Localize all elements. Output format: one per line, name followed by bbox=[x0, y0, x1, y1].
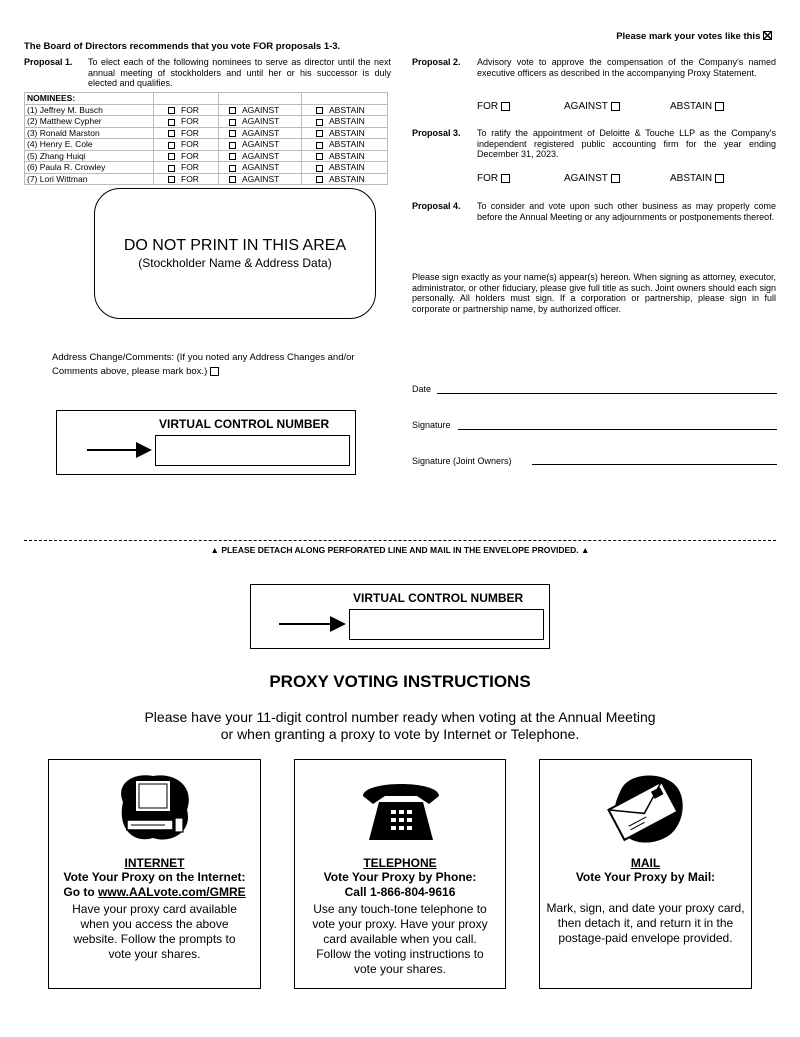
nominee-name: (7) Lori Wittman bbox=[27, 173, 88, 184]
internet-url-line: Go to www.AALvote.com/GMRE bbox=[63, 885, 246, 899]
arrow-icon bbox=[279, 623, 333, 625]
proposal-2-against: AGAINST bbox=[564, 101, 620, 113]
nominee-row bbox=[25, 162, 388, 174]
mail-body: Mark, sign, and date your proxy card, then detach it, and return it in the postage-paid envelope provided. bbox=[546, 901, 745, 945]
detach-instructions: ▲ PLEASE DETACH ALONG PERFORATED LINE AND MAIL IN THE ENVELOPE PROVIDED. ▲ bbox=[210, 545, 590, 555]
nominee-for-checkbox[interactable] bbox=[168, 119, 175, 126]
nominee-for-checkbox[interactable] bbox=[168, 153, 175, 160]
proposal-4-label: Proposal 4. bbox=[412, 201, 461, 211]
telephone-title: TELEPHONE bbox=[363, 856, 437, 870]
virtual-control-number-box bbox=[56, 410, 356, 475]
against-label: AGAINST bbox=[242, 150, 280, 161]
signature-label: Signature bbox=[412, 420, 451, 430]
abstain-label: ABSTAIN bbox=[329, 150, 365, 161]
nominees-header: NOMINEES: bbox=[25, 93, 154, 105]
nominee-against-checkbox[interactable] bbox=[229, 176, 236, 183]
date-line[interactable] bbox=[437, 393, 777, 394]
instructions-line-1: Please have your 11-digit control number ready when voting at the Annual Meeting bbox=[144, 709, 656, 725]
for-label: FOR bbox=[181, 162, 199, 173]
nominee-row bbox=[25, 173, 388, 185]
signature-joint-line[interactable] bbox=[532, 464, 777, 465]
nominee-name: (5) Zhang Huiqi bbox=[27, 150, 86, 161]
vcn-label: VIRTUAL CONTROL NUMBER bbox=[159, 417, 330, 431]
nominee-row bbox=[25, 116, 388, 128]
checkbox-marked-icon bbox=[763, 31, 772, 40]
mark-votes-note: Please mark your votes like this bbox=[616, 31, 772, 43]
method-internet-box bbox=[48, 759, 261, 989]
print-area-box bbox=[94, 188, 376, 319]
for-label: FOR bbox=[181, 104, 199, 115]
telephone-body: Use any touch-tone telephone to vote your proxy. Have your proxy card available when you call. Follow the voting instructions to vote your shares. bbox=[312, 902, 488, 976]
nominee-abstain-checkbox[interactable] bbox=[316, 130, 323, 137]
envelope-icon bbox=[606, 772, 686, 846]
mail-sub: Vote Your Proxy by Mail: bbox=[575, 870, 716, 884]
arrow-head-icon bbox=[330, 616, 346, 632]
nominee-for-checkbox[interactable] bbox=[168, 176, 175, 183]
nominee-name: (2) Matthew Cypher bbox=[27, 116, 102, 127]
nominee-for-checkbox[interactable] bbox=[168, 165, 175, 172]
vcn-input-2[interactable] bbox=[349, 609, 544, 640]
print-area-sub: (Stockholder Name & Address Data) bbox=[138, 256, 332, 270]
print-area-title: DO NOT PRINT IN THIS AREA bbox=[123, 237, 347, 254]
abstain-label: ABSTAIN bbox=[329, 127, 365, 138]
nominee-name: (6) Paula R. Crowley bbox=[27, 162, 106, 173]
nominee-row bbox=[25, 150, 388, 162]
vcn-label-2: VIRTUAL CONTROL NUMBER bbox=[353, 591, 524, 605]
proposal-3-for: FOR bbox=[477, 173, 510, 185]
nominee-against-checkbox[interactable] bbox=[229, 130, 236, 137]
abstain-label: ABSTAIN bbox=[329, 173, 365, 184]
nominee-abstain-checkbox[interactable] bbox=[316, 165, 323, 172]
nominee-row bbox=[25, 139, 388, 151]
address-change-note: Address Change/Comments: (If you noted any Address Changes and/or Comments above, please mark box.) bbox=[52, 352, 355, 377]
proposal-2-abstain: ABSTAIN bbox=[670, 101, 724, 113]
proposal-3-against-checkbox[interactable] bbox=[611, 174, 620, 183]
abstain-label: ABSTAIN bbox=[329, 116, 365, 127]
perforation-line bbox=[24, 540, 776, 541]
against-label: AGAINST bbox=[242, 139, 280, 150]
date-label: Date bbox=[412, 384, 432, 394]
for-label: FOR bbox=[181, 150, 199, 161]
abstain-label: ABSTAIN bbox=[329, 139, 365, 150]
virtual-control-number-box-2 bbox=[250, 584, 550, 649]
telephone-icon bbox=[359, 774, 443, 844]
nominee-abstain-checkbox[interactable] bbox=[316, 142, 323, 149]
proposal-1-text: To elect each of the following nominees to serve as director until the next annual meeting of stockholders and until her or his successor is duly elected and qualifies. bbox=[88, 57, 391, 88]
signature-joint-label: Signature (Joint Owners) bbox=[412, 456, 512, 466]
nominee-for-checkbox[interactable] bbox=[168, 142, 175, 149]
internet-body: Have your proxy card available when you access the above website. Follow the prompts to vote your shares. bbox=[72, 902, 237, 961]
nominee-against-checkbox[interactable] bbox=[229, 165, 236, 172]
instructions-text bbox=[0, 709, 800, 743]
nominee-row bbox=[25, 104, 388, 116]
proposal-3-text: To ratify the appointment of Deloitte & Touche LLP as the Company's independent registered public accounting firm for the year ending December 31, 2023. bbox=[477, 128, 776, 159]
proposal-2-text: Advisory vote to approve the compensation of the Company's named executive officers as described in the accompanying Proxy Statement. bbox=[477, 57, 776, 78]
nominee-against-checkbox[interactable] bbox=[229, 107, 236, 114]
nominee-name: (4) Henry E. Cole bbox=[27, 139, 93, 150]
internet-url-link[interactable]: www.AALvote.com/GMRE bbox=[98, 885, 246, 899]
proposal-2-against-checkbox[interactable] bbox=[611, 102, 620, 111]
method-mail-box bbox=[539, 759, 752, 989]
telephone-sub: Vote Your Proxy by Phone: bbox=[323, 870, 477, 884]
internet-title: INTERNET bbox=[124, 856, 185, 870]
proposal-2-label: Proposal 2. bbox=[412, 57, 461, 67]
proposal-4-text: To consider and vote upon such other business as may properly come before the Annual Meeting or any adjournments or postponements thereof. bbox=[477, 201, 776, 222]
proposal-3-against: AGAINST bbox=[564, 173, 620, 185]
method-telephone-box bbox=[294, 759, 506, 989]
mail-title: MAIL bbox=[630, 856, 661, 870]
nominee-abstain-checkbox[interactable] bbox=[316, 176, 323, 183]
instructions-line-2: or when granting a proxy to vote by Internet or Telephone. bbox=[220, 726, 580, 742]
nominee-name: (3) Ronald Marston bbox=[27, 127, 100, 138]
nominee-for-checkbox[interactable] bbox=[168, 107, 175, 114]
vcn-input[interactable] bbox=[155, 435, 350, 466]
for-label: FOR bbox=[181, 139, 199, 150]
address-change-checkbox[interactable] bbox=[210, 367, 219, 376]
nominee-name: (1) Jeffrey M. Busch bbox=[27, 104, 103, 115]
internet-sub: Vote Your Proxy on the Internet: bbox=[63, 870, 246, 884]
nominee-abstain-checkbox[interactable] bbox=[316, 119, 323, 126]
nominee-against-checkbox[interactable] bbox=[229, 153, 236, 160]
proposal-3-label: Proposal 3. bbox=[412, 128, 461, 138]
instructions-title: PROXY VOTING INSTRUCTIONS bbox=[269, 672, 531, 691]
proposal-1-label: Proposal 1. bbox=[24, 57, 73, 67]
nominee-abstain-checkbox[interactable] bbox=[316, 107, 323, 114]
for-label: FOR bbox=[181, 127, 199, 138]
for-label: FOR bbox=[181, 173, 199, 184]
nominee-abstain-checkbox[interactable] bbox=[316, 153, 323, 160]
proposal-2-for-checkbox[interactable] bbox=[501, 102, 510, 111]
proposal-3-abstain-checkbox[interactable] bbox=[715, 174, 724, 183]
nominee-for-checkbox[interactable] bbox=[168, 130, 175, 137]
arrow-icon bbox=[87, 449, 139, 451]
against-label: AGAINST bbox=[242, 162, 280, 173]
proposal-2-for: FOR bbox=[477, 101, 510, 113]
proposal-2-abstain-checkbox[interactable] bbox=[715, 102, 724, 111]
against-label: AGAINST bbox=[242, 127, 280, 138]
abstain-label: ABSTAIN bbox=[329, 162, 365, 173]
computer-icon bbox=[115, 772, 195, 844]
signature-line[interactable] bbox=[458, 429, 777, 430]
against-label: AGAINST bbox=[242, 116, 280, 127]
proposal-3-abstain: ABSTAIN bbox=[670, 173, 724, 185]
abstain-label: ABSTAIN bbox=[329, 104, 365, 115]
proposal-3-for-checkbox[interactable] bbox=[501, 174, 510, 183]
arrow-head-icon bbox=[136, 442, 152, 458]
nominee-against-checkbox[interactable] bbox=[229, 142, 236, 149]
for-label: FOR bbox=[181, 116, 199, 127]
nominee-against-checkbox[interactable] bbox=[229, 119, 236, 126]
against-label: AGAINST bbox=[242, 104, 280, 115]
nominees-table bbox=[24, 92, 388, 185]
board-recommendation: The Board of Directors recommends that you vote FOR proposals 1-3. bbox=[24, 41, 341, 52]
against-label: AGAINST bbox=[242, 173, 280, 184]
sign-instructions: Please sign exactly as your name(s) appear(s) hereon. When signing as attorney, executor, administrator, or other fiduciary, please give full title as such. Joint owners should each sign personally. All holders must sign. If a corporation or partnership, please sign in full corporate or partnership name, by authorized officer. bbox=[412, 272, 776, 314]
nominee-row bbox=[25, 127, 388, 139]
telephone-number: Call 1-866-804-9616 bbox=[344, 885, 456, 899]
